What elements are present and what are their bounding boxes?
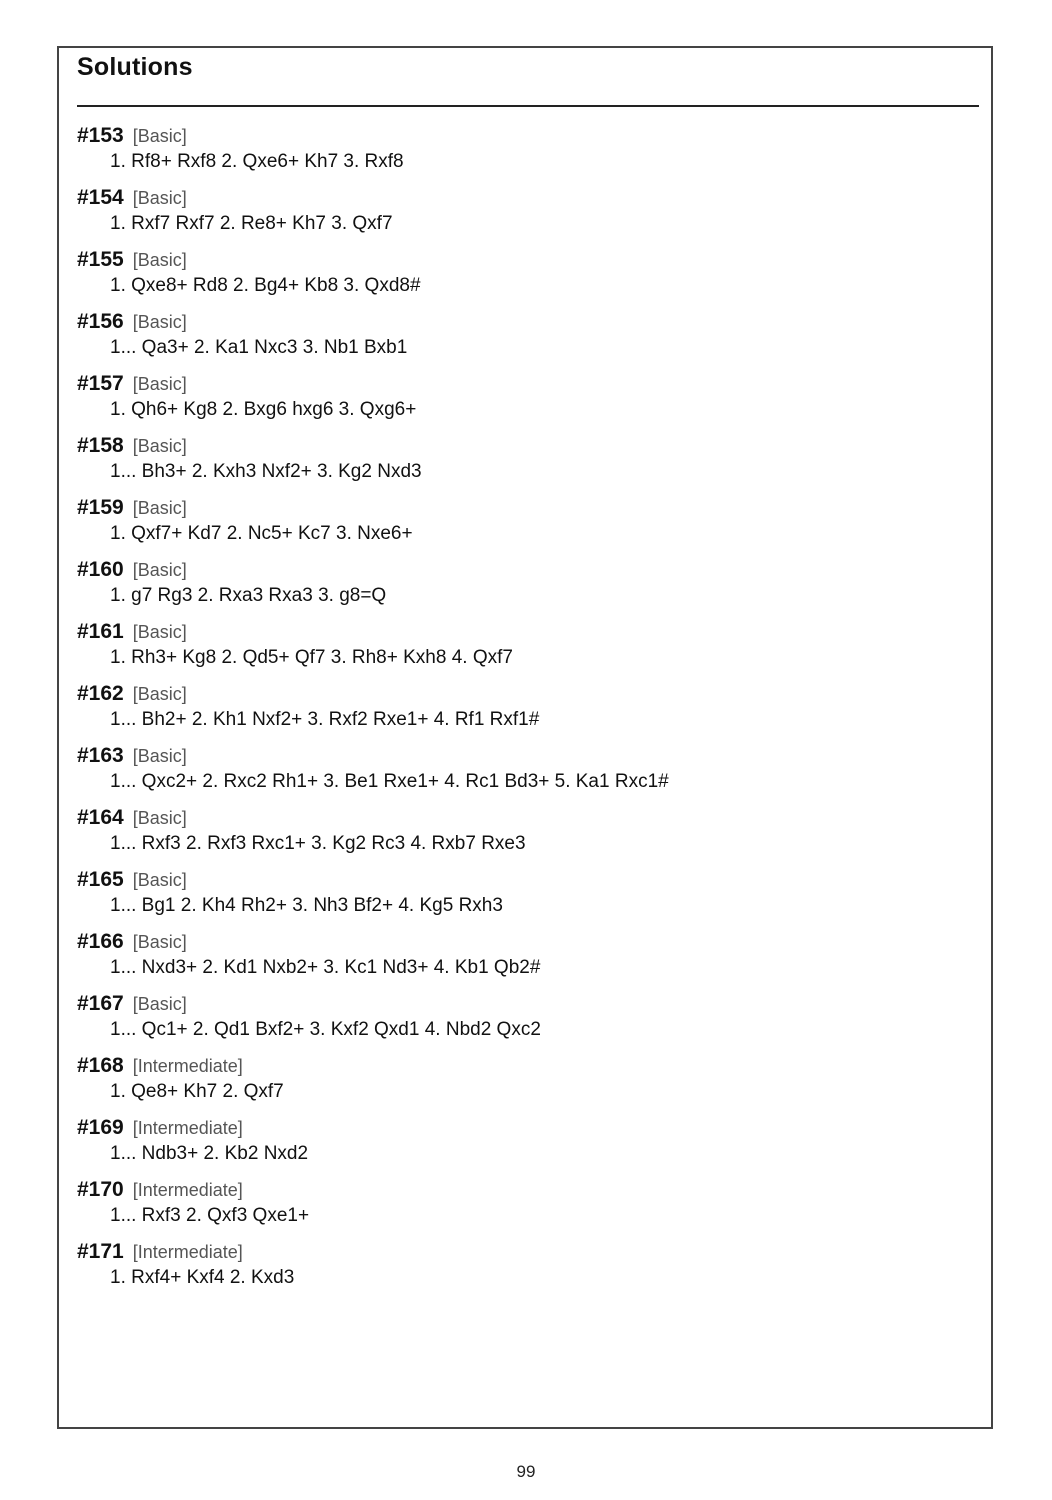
- solution-header: [77, 370, 967, 398]
- solution-number: #154: [77, 186, 124, 209]
- solution-moves: 1. Qxf7+ Kd7 2. Nc5+ Kc7 3. Nxe6+: [110, 523, 413, 544]
- solution-moves: 1... Nxd3+ 2. Kd1 Nxb2+ 3. Kc1 Nd3+ 4. Kb1 Qb2#: [110, 957, 541, 978]
- solution-header: [77, 122, 967, 150]
- title-divider: [77, 105, 979, 107]
- solution-header: [77, 246, 967, 274]
- solution-header: [77, 1238, 967, 1266]
- solution-moves: 1. Qxe8+ Rd8 2. Bg4+ Kb8 3. Qxd8#: [110, 275, 421, 296]
- solution-header: [77, 1176, 967, 1204]
- solution-number: #160: [77, 558, 124, 581]
- solution-item: [77, 742, 967, 804]
- solution-level: [Basic]: [132, 126, 187, 146]
- solution-number: #166: [77, 930, 124, 953]
- solution-header: [77, 556, 967, 584]
- solution-moves: 1... Bh3+ 2. Kxh3 Nxf2+ 3. Kg2 Nxd3: [110, 461, 422, 482]
- solution-level: [Basic]: [132, 932, 187, 952]
- solution-item: [77, 246, 967, 308]
- solution-moves: 1... Bh2+ 2. Kh1 Nxf2+ 3. Rxf2 Rxe1+ 4. Rf1 Rxf1#: [110, 709, 540, 730]
- solution-number: #155: [77, 248, 124, 271]
- solution-level: [Basic]: [132, 684, 187, 704]
- solution-number: #165: [77, 868, 124, 891]
- solution-header: [77, 1052, 967, 1080]
- solution-moves: 1... Qa3+ 2. Ka1 Nxc3 3. Nb1 Bxb1: [110, 337, 408, 358]
- solution-level: [Basic]: [132, 436, 187, 456]
- solution-number: #171: [77, 1240, 124, 1263]
- page-title: Solutions: [77, 53, 193, 81]
- solution-level: [Intermediate]: [132, 1180, 243, 1200]
- solution-item: [77, 1176, 967, 1238]
- solution-moves: 1. Rxf7 Rxf7 2. Re8+ Kh7 3. Qxf7: [110, 213, 393, 234]
- solution-item: [77, 494, 967, 556]
- solution-level: [Basic]: [132, 498, 187, 518]
- solution-header: [77, 742, 967, 770]
- solution-item: [77, 1238, 967, 1300]
- solution-level: [Basic]: [132, 188, 187, 208]
- solution-moves: 1... Rxf3 2. Rxf3 Rxc1+ 3. Kg2 Rc3 4. Rxb7 Rxe3: [110, 833, 526, 854]
- solution-item: [77, 866, 967, 928]
- solution-moves: 1... Rxf3 2. Qxf3 Qxe1+: [110, 1205, 310, 1226]
- solution-item: [77, 680, 967, 742]
- solution-number: #157: [77, 372, 124, 395]
- solution-header: [77, 618, 967, 646]
- solution-item: [77, 1114, 967, 1176]
- solution-item: [77, 618, 967, 680]
- solution-level: [Basic]: [132, 250, 187, 270]
- solution-header: [77, 804, 967, 832]
- solution-header: [77, 866, 967, 894]
- solution-level: [Basic]: [132, 374, 187, 394]
- solution-moves: 1... Ndb3+ 2. Kb2 Nxd2: [110, 1143, 309, 1164]
- solution-number: #153: [77, 124, 124, 147]
- solution-header: [77, 184, 967, 212]
- solution-item: [77, 370, 967, 432]
- solution-number: #162: [77, 682, 124, 705]
- solution-header: [77, 928, 967, 956]
- solution-moves: 1. Rh3+ Kg8 2. Qd5+ Qf7 3. Rh8+ Kxh8 4. Qxf7: [110, 647, 513, 668]
- solution-item: [77, 1052, 967, 1114]
- solution-level: [Basic]: [132, 560, 187, 580]
- solution-level: [Basic]: [132, 312, 187, 332]
- page-number: 99: [516, 1462, 536, 1481]
- solution-moves: 1. Qe8+ Kh7 2. Qxf7: [110, 1081, 284, 1102]
- solution-moves: 1... Qxc2+ 2. Rxc2 Rh1+ 3. Be1 Rxe1+ 4. Rc1 Bd3+ 5. Ka1 Rxc1#: [110, 771, 669, 792]
- solution-item: [77, 804, 967, 866]
- solution-number: #169: [77, 1116, 124, 1139]
- solution-item: [77, 308, 967, 370]
- solution-number: #161: [77, 620, 124, 643]
- solution-number: #163: [77, 744, 124, 767]
- solution-number: #168: [77, 1054, 124, 1077]
- solution-item: [77, 432, 967, 494]
- solution-header: [77, 680, 967, 708]
- solution-level: [Intermediate]: [132, 1056, 243, 1076]
- solution-header: [77, 308, 967, 336]
- page-frame: [57, 46, 993, 1429]
- solution-level: [Basic]: [132, 808, 187, 828]
- solution-number: #156: [77, 310, 124, 333]
- solution-level: [Basic]: [132, 870, 187, 890]
- solution-moves: 1. Rf8+ Rxf8 2. Qxe6+ Kh7 3. Rxf8: [110, 151, 404, 172]
- solution-item: [77, 556, 967, 618]
- solution-moves: 1... Qc1+ 2. Qd1 Bxf2+ 3. Kxf2 Qxd1 4. Nbd2 Qxc2: [110, 1019, 541, 1040]
- solution-item: [77, 184, 967, 246]
- solution-number: #158: [77, 434, 124, 457]
- solution-number: #164: [77, 806, 124, 829]
- solution-level: [Basic]: [132, 622, 187, 642]
- solution-item: [77, 122, 967, 184]
- solution-moves: 1. Qh6+ Kg8 2. Bxg6 hxg6 3. Qxg6+: [110, 399, 417, 420]
- solution-number: #159: [77, 496, 124, 519]
- solution-level: [Intermediate]: [132, 1118, 243, 1138]
- solution-moves: 1. g7 Rg3 2. Rxa3 Rxa3 3. g8=Q: [110, 585, 387, 606]
- solution-level: [Basic]: [132, 746, 187, 766]
- solution-number: #167: [77, 992, 124, 1015]
- solution-header: [77, 990, 967, 1018]
- solutions-list: [77, 122, 967, 1300]
- solution-level: [Intermediate]: [132, 1242, 243, 1262]
- solution-header: [77, 1114, 967, 1142]
- solution-header: [77, 432, 967, 460]
- solution-moves: 1. Rxf4+ Kxf4 2. Kxd3: [110, 1267, 295, 1288]
- solution-header: [77, 494, 967, 522]
- solution-item: [77, 990, 967, 1052]
- solution-moves: 1... Bg1 2. Kh4 Rh2+ 3. Nh3 Bf2+ 4. Kg5 Rxh3: [110, 895, 503, 916]
- solution-item: [77, 928, 967, 990]
- solution-number: #170: [77, 1178, 124, 1201]
- solution-level: [Basic]: [132, 994, 187, 1014]
